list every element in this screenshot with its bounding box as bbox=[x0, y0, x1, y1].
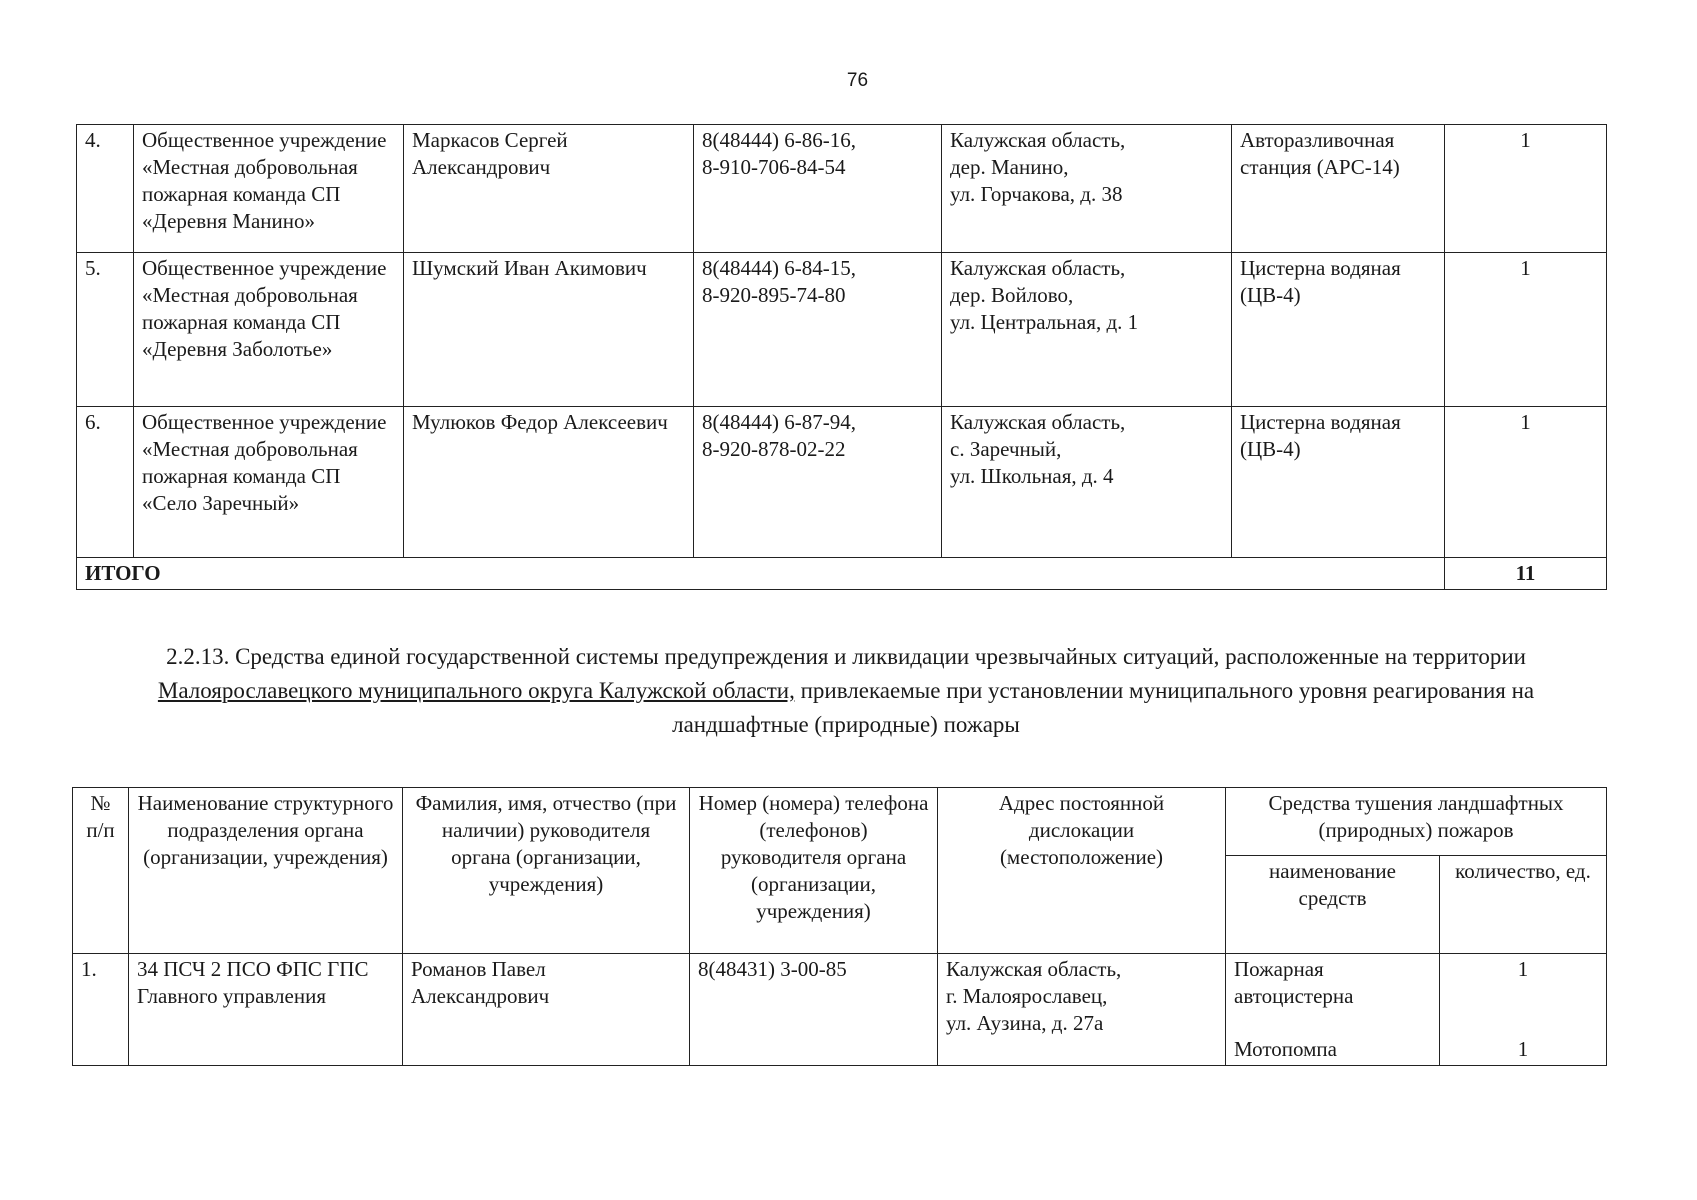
header-phone: Номер (номера) телефона (телефонов) руководителя органа (организации, учреждения) bbox=[690, 788, 938, 954]
row-number: 1. bbox=[73, 954, 129, 1066]
head-name: Мулюков Федор Алексеевич bbox=[404, 407, 694, 558]
head-name: Романов Павел Александрович bbox=[403, 954, 690, 1066]
means-name: Мотопомпа bbox=[1234, 1037, 1337, 1061]
total-value: 11 bbox=[1445, 558, 1607, 590]
section-heading-district: Малоярославецкого муниципального округа Калужской области, bbox=[157, 678, 795, 703]
table-row bbox=[77, 253, 1607, 407]
row-number: 4. bbox=[77, 125, 134, 253]
address: Калужская область, дер. Войлово, ул. Центральная, д. 1 bbox=[942, 253, 1232, 407]
means-name: Авторазливочная станция (АРС-14) bbox=[1232, 125, 1445, 253]
header-head: Фамилия, имя, отчество (при наличии) руководителя органа (организации, учреждения) bbox=[403, 788, 690, 954]
total-label: ИТОГО bbox=[77, 558, 1445, 590]
table-emergency-means bbox=[72, 787, 1607, 1066]
means-cell bbox=[1226, 954, 1440, 1066]
quantity: 1 bbox=[1445, 407, 1607, 558]
quantity: 1 bbox=[1445, 125, 1607, 253]
means-name: Цистерна водяная (ЦВ-4) bbox=[1232, 253, 1445, 407]
table-row bbox=[73, 954, 1607, 1066]
quantity: 1 bbox=[1445, 253, 1607, 407]
total-row bbox=[77, 558, 1607, 590]
header-means-quantity: количество, ед. bbox=[1440, 856, 1607, 954]
phone-number: 8(48444) 6-87-94, 8-920-878-02-22 bbox=[694, 407, 942, 558]
head-name: Шумский Иван Акимович bbox=[404, 253, 694, 407]
table-row bbox=[77, 125, 1607, 253]
section-heading-suffix: привлекаемые при установлении муниципального уровня реагирования на ландшафтные (природные) пожары bbox=[672, 678, 1535, 737]
table-header-row bbox=[73, 788, 1607, 856]
header-address: Адрес постоянной дислокации (местоположение) bbox=[938, 788, 1226, 954]
section-heading-prefix: 2.2.13. Средства единой государственной системы предупреждения и ликвидации чрезвычайных ситуаций, расположенные на территории bbox=[166, 644, 1526, 669]
quantity: 1 bbox=[1517, 1037, 1529, 1061]
row-number: 5. bbox=[77, 253, 134, 407]
phone-number: 8(48431) 3-00-85 bbox=[690, 954, 938, 1066]
quantity-cell bbox=[1440, 954, 1607, 1066]
organization-name: Общественное учреждение «Местная добровольная пожарная команда СП «Деревня Заболотье» bbox=[134, 253, 404, 407]
phone-number: 8(48444) 6-84-15, 8-920-895-74-80 bbox=[694, 253, 942, 407]
header-means-name: наименование средств bbox=[1226, 856, 1440, 954]
address: Калужская область, дер. Манино, ул. Горчакова, д. 38 bbox=[942, 125, 1232, 253]
address: Калужская область, г. Малоярославец, ул. Аузина, д. 27а bbox=[938, 954, 1226, 1066]
head-name: Маркасов Сергей Александрович bbox=[404, 125, 694, 253]
organization-name: 34 ПСЧ 2 ПСО ФПС ГПС Главного управления bbox=[129, 954, 403, 1066]
quantity: 1 bbox=[1517, 957, 1529, 981]
means-name: Пожарная автоцистерна bbox=[1234, 957, 1354, 1008]
organization-name: Общественное учреждение «Местная добровольная пожарная команда СП «Деревня Манино» bbox=[134, 125, 404, 253]
organization-name: Общественное учреждение «Местная добровольная пожарная команда СП «Село Заречный» bbox=[134, 407, 404, 558]
table-row bbox=[77, 407, 1607, 558]
header-number: № п/п bbox=[73, 788, 129, 954]
row-number: 6. bbox=[77, 407, 134, 558]
header-means-group: Средства тушения ландшафтных (природных) пожаров bbox=[1226, 788, 1607, 856]
address: Калужская область, с. Заречный, ул. Школьная, д. 4 bbox=[942, 407, 1232, 558]
page-number: 76 bbox=[846, 70, 869, 91]
means-name: Цистерна водяная (ЦВ-4) bbox=[1232, 407, 1445, 558]
table-fire-teams-continued bbox=[76, 124, 1607, 590]
phone-number: 8(48444) 6-86-16, 8-910-706-84-54 bbox=[694, 125, 942, 253]
header-organization: Наименование структурного подразделения органа (организации, учреждения) bbox=[129, 788, 403, 954]
section-heading bbox=[96, 640, 1596, 742]
